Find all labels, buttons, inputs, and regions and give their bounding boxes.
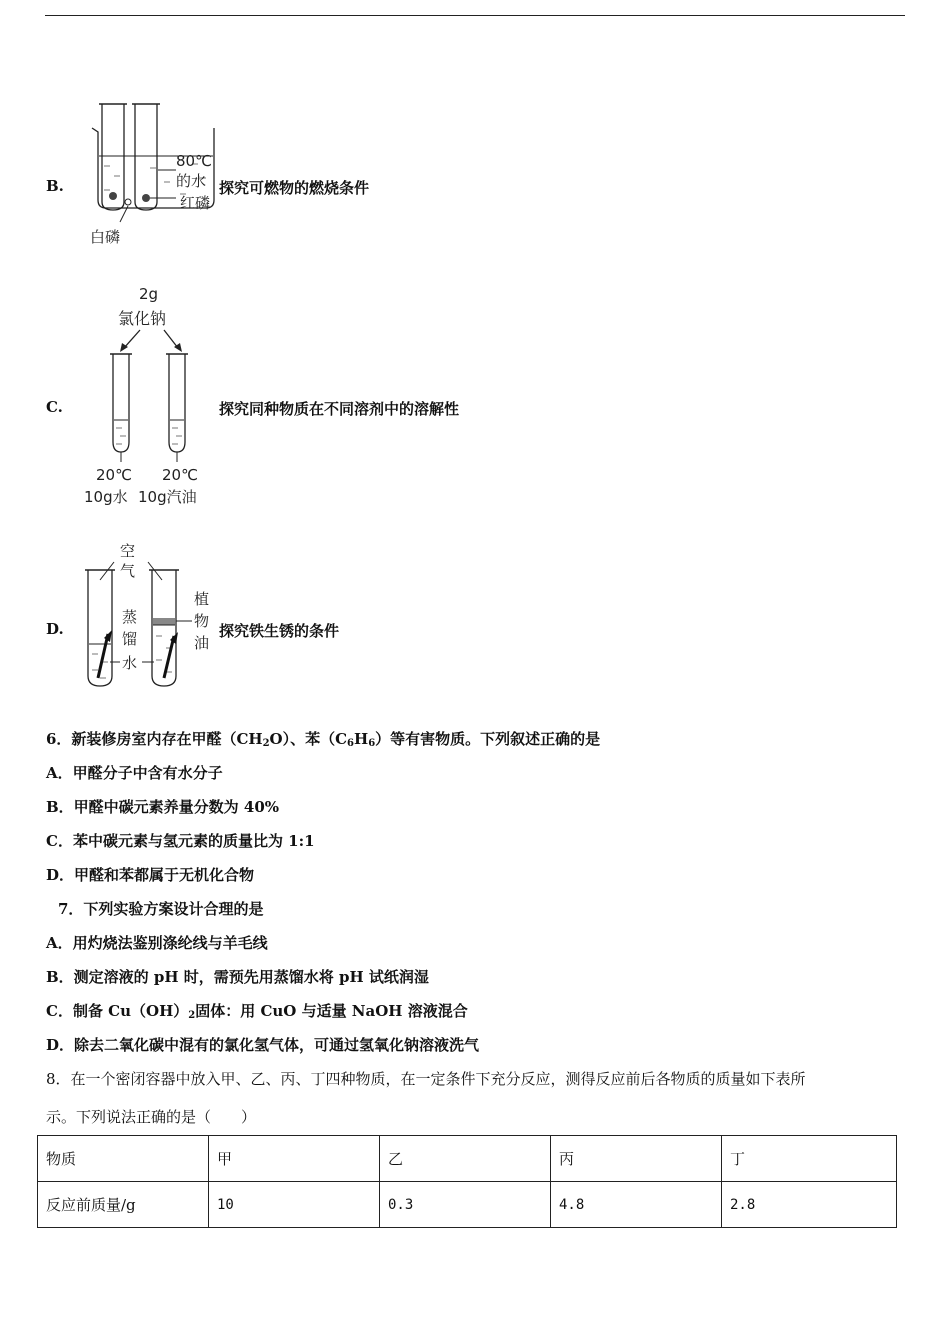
label-distilled-3: 水 xyxy=(122,654,138,672)
q6-option-d: D．甲醛和苯都属于无机化合物 xyxy=(46,866,255,884)
q8-stem-line1: 8．在一个密闭容器中放入甲、乙、丙、丁四种物质，在一定条件下充分反应，测得反应前后各物质的质量如下表所 xyxy=(46,1070,806,1088)
q6-option-a: A．甲醛分子中含有水分子 xyxy=(46,764,223,782)
dissolving-apparatus-figure xyxy=(78,282,208,510)
label-water: 的水 xyxy=(176,172,207,190)
option-d-caption: 探究铁生锈的条件 xyxy=(219,622,340,640)
rusting-apparatus-figure xyxy=(80,538,220,690)
table-cell: 物质 xyxy=(38,1136,209,1182)
table-cell: 丁 xyxy=(722,1136,897,1182)
label-air-1: 空 xyxy=(120,542,136,560)
label-2g: 2g xyxy=(139,285,159,303)
label-oil-2: 物 xyxy=(194,612,210,630)
table-cell: 丙 xyxy=(551,1136,722,1182)
q7-option-d: D．除去二氧化碳中混有的氯化氢气体，可通过氢氧化钠溶液洗气 xyxy=(46,1036,480,1054)
label-distilled-2: 馏 xyxy=(122,630,138,648)
table-cell: 甲 xyxy=(209,1136,380,1182)
q7-stem: 7．下列实验方案设计合理的是 xyxy=(58,900,264,918)
q8-mass-table xyxy=(37,1135,897,1228)
option-d-letter: D. xyxy=(46,620,64,638)
label-20c-left: 20℃ xyxy=(96,466,132,484)
header-rule xyxy=(45,15,905,16)
table-cell: 10 xyxy=(209,1182,380,1228)
table-cell: 4.8 xyxy=(551,1182,722,1228)
label-20c-right: 20℃ xyxy=(162,466,198,484)
label-nacl: 氯化钠 xyxy=(118,309,167,328)
q6-option-b: B．甲醛中碳元素养量分数为 40% xyxy=(46,798,280,816)
q7-option-a: A．用灼烧法鉴别涤纶线与羊毛线 xyxy=(46,934,268,952)
option-b-letter: B. xyxy=(46,177,64,195)
label-red-phosphorus: 红磷 xyxy=(180,194,211,212)
label-80c: 80℃ xyxy=(176,152,212,170)
q6-stem: 6．新装修房室内存在甲醛$(CH_2O)$、苯$(C_6H_6)$等有害物质。下列叙述正确的是 xyxy=(46,730,601,749)
label-distilled-1: 蒸 xyxy=(122,608,138,626)
table-header-row xyxy=(38,1136,897,1182)
option-b-caption: 探究可燃物的燃烧条件 xyxy=(219,179,370,197)
table-cell: 2.8 xyxy=(722,1182,897,1228)
label-white-phosphorus: 白磷 xyxy=(90,228,121,246)
option-c-caption: 探究同种物质在不同溶剂中的溶解性 xyxy=(219,400,460,418)
table-cell: 乙 xyxy=(380,1136,551,1182)
q8-stem-line2: 示。下列说法正确的是（ ） xyxy=(46,1108,257,1126)
table-cell: 0.3 xyxy=(380,1182,551,1228)
label-oil-1: 植 xyxy=(194,590,210,608)
label-oil-3: 油 xyxy=(194,634,210,652)
table-cell: 反应前质量/g xyxy=(38,1182,209,1228)
label-10g-gasoline: 10g汽油 xyxy=(138,488,197,506)
q7-option-b: B．测定溶液的 pH 时，需预先用蒸馏水将 pH 试纸润湿 xyxy=(46,968,429,986)
label-10g-water: 10g水 xyxy=(84,488,128,506)
label-air-2: 气 xyxy=(120,562,136,580)
q6-option-c: C．苯中碳元素与氢元素的质量比为 1:1 xyxy=(46,832,315,850)
combustion-apparatus-figure xyxy=(80,98,220,248)
table-row xyxy=(38,1182,897,1228)
option-c-letter: C. xyxy=(46,398,63,416)
q7-option-c: C．制备 $Cu(OH)_2$固体：用 CuO 与适量 NaOH 溶液混合 xyxy=(46,1002,468,1021)
